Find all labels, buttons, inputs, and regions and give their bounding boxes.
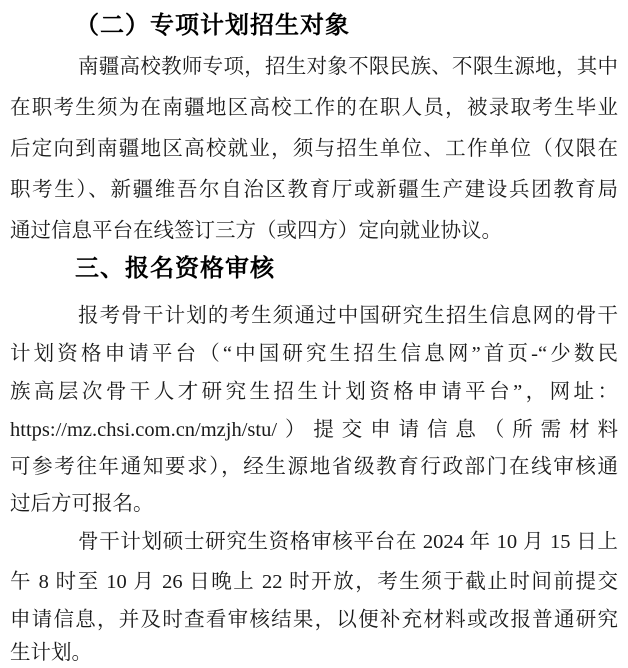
section-heading-registration-qualification-review: 三、报名资格审核	[75, 255, 275, 282]
paragraph-line: 报考骨干计划的考生须通过中国研究生招生信息网的骨干	[78, 305, 618, 327]
paragraph-line: 过后方可报名。	[10, 493, 154, 515]
paragraph-line: 申请信息，并及时查看审核结果，以便补充材料或改报普通研究	[10, 609, 618, 631]
paragraph-line-with-url: https://mz.chsi.com.cn/mzjh/stu/）提交申请信息（所需材料	[10, 419, 618, 441]
paragraph-line: 通过信息平台在线签订三方（或四方）定向就业协议。	[10, 220, 502, 242]
paragraph-line: 午 8 时至 10 月 26 日晚上 22 时开放，考生须于截止时间前提交	[10, 571, 618, 593]
paragraph-line: 族高层次骨干人才研究生招生计划资格申请平台”，网址：	[10, 381, 618, 403]
paragraph-line: 骨干计划硕士研究生资格审核平台在 2024 年 10 月 15 日上	[78, 531, 618, 553]
paragraph-line: 可参考往年通知要求），经生源地省级教育行政部门在线审核通	[10, 456, 618, 478]
paragraph-line: 南疆高校教师专项，招生对象不限民族、不限生源地，其中	[78, 56, 618, 78]
paragraph-line: 计划资格申请平台（“中国研究生招生信息网”首页-“少数民	[10, 343, 618, 365]
paragraph-line: 在职考生须为在南疆地区高校工作的在职人员，被录取考生毕业	[10, 97, 618, 119]
paragraph-line: 后定向到南疆地区高校就业，须与招生单位、工作单位（仅限在	[10, 138, 618, 160]
section-heading-special-program-targets: （二）专项计划招生对象	[75, 12, 350, 39]
paragraph-line: 职考生）、新疆维吾尔自治区教育厅或新疆生产建设兵团教育局	[10, 179, 618, 201]
paragraph-line: 生计划。	[10, 642, 92, 664]
